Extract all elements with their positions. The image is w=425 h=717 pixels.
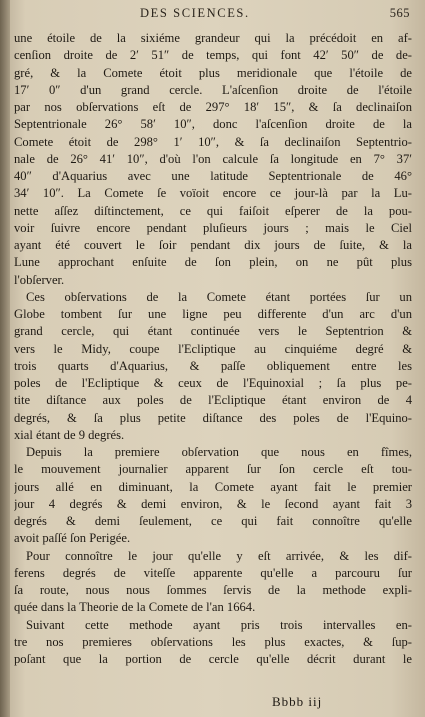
page-number: 565: [389, 6, 410, 20]
text-line: le mouvement journalier apparent ſur ſon cercle eſt tou-: [14, 462, 412, 477]
text-line: une étoile de la sixiéme grandeur qui la précédoit en af-: [14, 31, 412, 45]
text-line: ferens degrés de viteſſe apparente qu'elle a parcouru ſur: [14, 565, 412, 580]
text-line: tre nos premieres obſervations les plus exactes, & ſup-: [14, 634, 412, 649]
text-line: tite diſtance aux poles de l'Ecliptique étant environ de 4: [14, 393, 412, 408]
text-line: nale de 26° 41′ 10″, d'où l'on calcule ſa longitude en 7° 37′: [14, 151, 412, 166]
text-line: degrés & demi ſeulement, ce qui fait connoître qu'elle: [14, 514, 412, 528]
text-line: l'obſerver.: [14, 272, 65, 287]
text-line: avoit paſſé ſon Perigée.: [14, 531, 131, 546]
text-line: 17′ 0″ d'un grand cercle. L'aſcenſion droite de l'étoile: [14, 82, 412, 97]
text-line: ayant été couvert le ſoir pendant dix jours de ſuite, & la: [14, 238, 412, 252]
text-line: Septentrionale 26° 58′ 10″, donc l'aſcenſion droite de la: [14, 117, 412, 132]
body-text: [14, 30, 412, 668]
text-line: 40″ d'Aquarius avec une latitude Septentrionale de 46°: [14, 169, 412, 183]
text-line: ſa route, nous nous ſommes ſervis de la methode expli-: [14, 583, 412, 597]
text-line: voir ſuivre encore pendant pluſieurs jours ; mais le Ciel: [14, 220, 412, 235]
running-head-title: DES SCIENCES.: [140, 6, 250, 20]
text-line: jours allé en diminuant, la Comete ayant fait le premier: [14, 479, 412, 494]
text-line: grand cercle, qui étant continuée vers le Septentrion &: [14, 324, 412, 339]
text-line: 34′ 10″. La Comete ſe voïoit encore ce jour-là par la Lu-: [14, 186, 412, 201]
text-line: gré, & la Comete étoit plus meridionale que l'étoile de: [14, 65, 412, 80]
text-line: Globe tombent ſur une ligne peu differente d'un arc d'un: [14, 307, 412, 321]
text-line: nette aſſez diſtinctement, ce qui faiſoit eſperer de la pou-: [14, 203, 412, 218]
text-line: vers le Midy, coupe l'Ecliptique au cinquiéme degré &: [14, 341, 412, 356]
text-line: poles de l'Ecliptique & ceux de l'Equinoxial ; ſa plus pe-: [14, 376, 412, 390]
text-line: jour 4 degrés & demi environ, & le ſecond ayant fait 3: [14, 496, 412, 511]
page-gutter-shadow: [0, 0, 10, 717]
text-line: Pour connoître le jour qu'elle y eſt arrivée, & les dif-: [26, 548, 412, 563]
text-line: quée dans la Theorie de la Comete de l'an 1664.: [14, 600, 256, 615]
text-line: poſant que la portion de cercle qu'elle décrit durant le: [14, 652, 412, 666]
text-line: Suivant cette methode ayant pris trois intervalles en-: [26, 617, 412, 632]
text-line: degrés, & ſa plus petite diſtance des poles de l'Equino-: [14, 410, 412, 425]
text-line: Comete étoit de 298° 1′ 10″, & ſa declinaiſon Septentrio-: [14, 134, 412, 149]
text-line: xial étant de 9 degrés.: [14, 427, 125, 442]
text-line: Ces obſervations de la Comete étant portées ſur un: [26, 289, 412, 304]
text-line: par nos obſervations eſt de 297° 18′ 15″, & ſa declinaiſon: [14, 100, 412, 114]
signature-mark: Bbbb iij: [272, 694, 323, 709]
text-line: cenſion droite de 2′ 51″ de temps, qui font 42′ 50″ de de-: [14, 48, 412, 63]
text-line: trois quarts d'Aquarius, & paſſe obliquement entre les: [14, 358, 412, 373]
text-line: Depuis la premiere obſervation que nous en fîmes,: [26, 445, 412, 459]
text-line: Lune approchant enſuite de ſon plein, on ne pût plus: [14, 255, 412, 270]
